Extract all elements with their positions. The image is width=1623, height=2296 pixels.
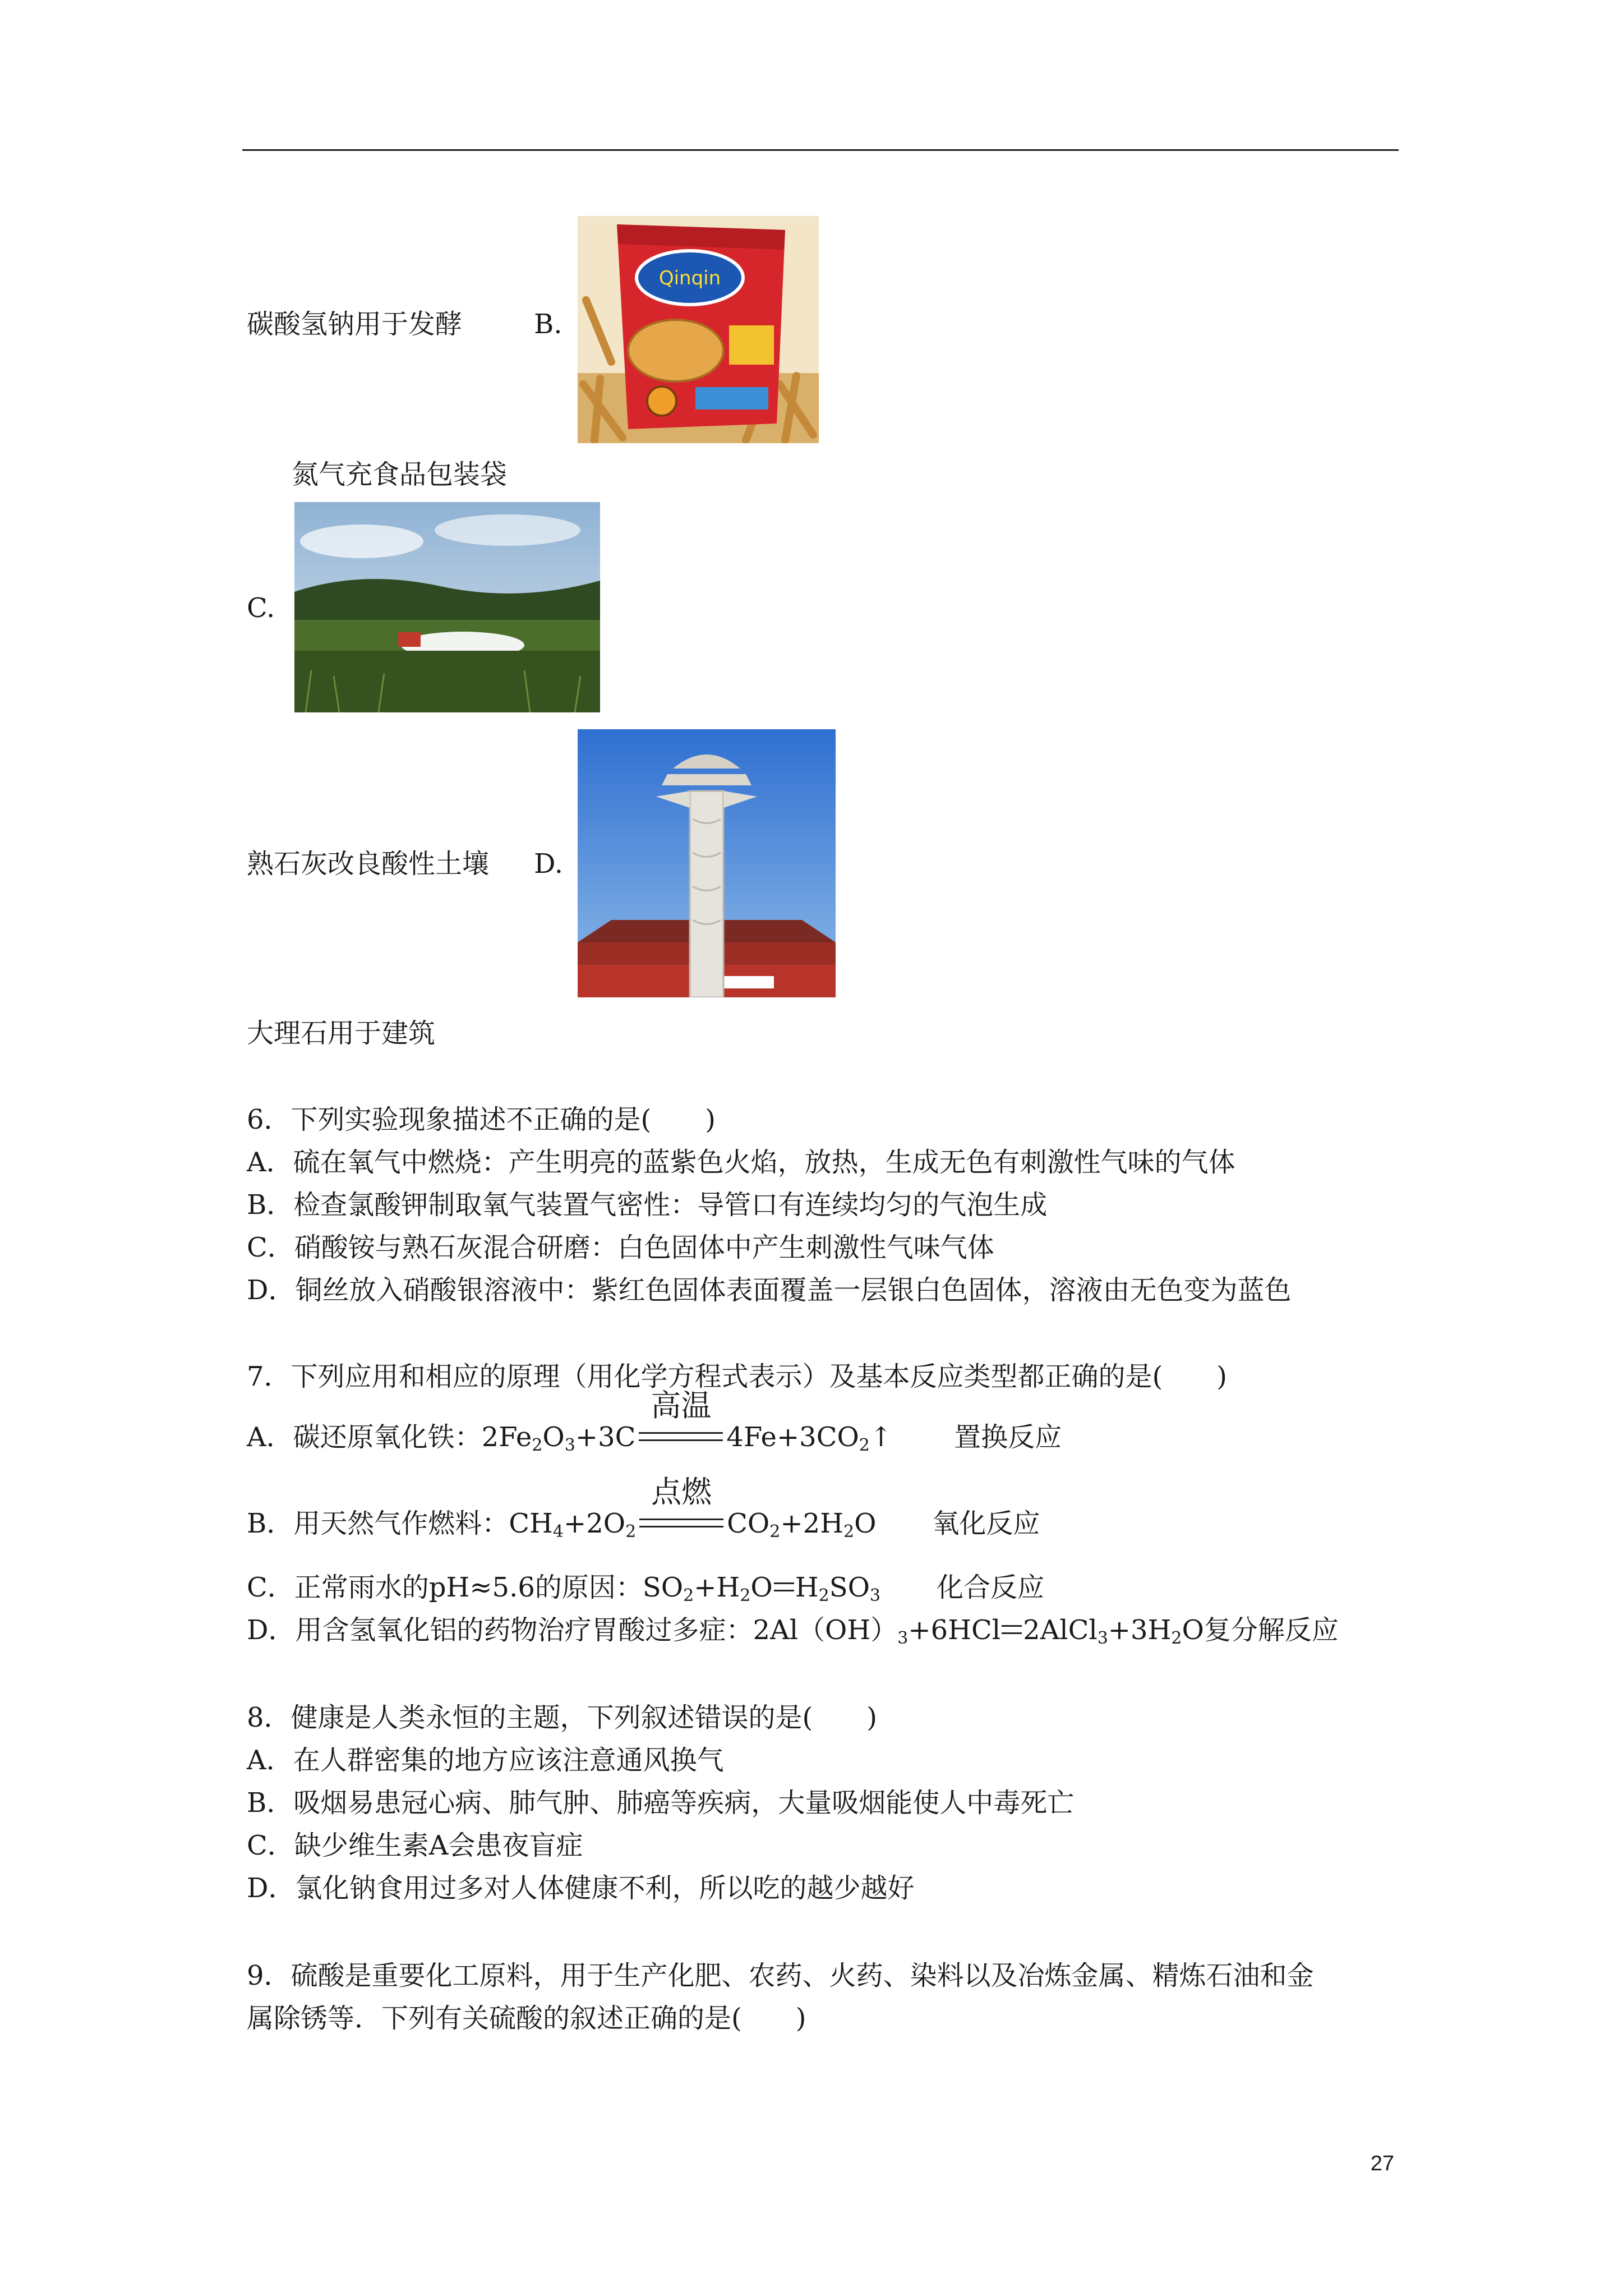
option-b-label: B. [534, 309, 562, 340]
q6-stem: 6．下列实验现象描述不正确的是( ) [247, 1104, 716, 1135]
option-c-caption: 熟石灰改良酸性土壤 [247, 848, 490, 880]
q7-option-c: C．正常雨水的pH≈5.6的原因：$SO_2+H_2O$ $H_2SO_3$ 化合反应 [247, 1572, 1045, 1605]
option-b-caption: 氮气充食品包装袋 [292, 459, 508, 490]
q7-option-a: A．碳还原氧化铁：$2Fe_2O_3+3C$ 高温 $4Fe+3CO_2↑$ 置换反应 [247, 1389, 1062, 1455]
q6-option-b: B．检查氯酸钾制取氧气装置气密性：导管口有连续均匀的气泡生成 [247, 1189, 1048, 1221]
q9-stem-line1: 9．硫酸是重要化工原料，用于生产化肥、农药、火药、染料以及冶炼金属、精炼石油和金 [247, 1960, 1314, 1991]
option-d-caption: 大理石用于建筑 [247, 1018, 436, 1049]
q7-option-b: B．用天然气作燃料：$CH_4+2O_2$ 点燃 $CO_2+2H_2O$ 氧化反应 [247, 1475, 1040, 1542]
q6-option-c: C．硝酸铵与熟石灰混合研磨：白色固体中产生刺激性气味气体 [247, 1232, 994, 1263]
page-number: 27 [1370, 2152, 1394, 2175]
q7-stem: 7．下列应用和相应的原理（用化学方程式表示）及基本反应类型都正确的是( ) [247, 1361, 1227, 1392]
q6-option-a: A．硫在氧气中燃烧：产生明亮的蓝紫色火焰，放热，生成无色有刺激性气味的气体 [247, 1147, 1235, 1178]
q8-stem: 8．健康是人类永恒的主题，下列叙述错误的是( ) [247, 1702, 877, 1733]
q8-option-d: D．氯化钠食用过多对人体健康不利，所以吃的越少越好 [247, 1872, 915, 1904]
marble-column-image [578, 729, 836, 997]
snack-bag-image [578, 216, 819, 443]
q8-option-a: A．在人群密集的地方应该注意通风换气 [247, 1745, 724, 1776]
q8-option-c: C．缺少维生素A会患夜盲症 [247, 1830, 583, 1861]
field-irrigation-image [294, 502, 600, 712]
q8-option-b: B．吸烟易患冠心病、肺气肿、肺癌等疾病，大量吸烟能使人中毒死亡 [247, 1787, 1075, 1819]
option-c-label: C. [247, 592, 275, 624]
q9-stem-line2: 属除锈等．下列有关硫酸的叙述正确的是( ) [247, 2003, 806, 2034]
q7-option-d: D．用含氢氧化铝的药物治疗胃酸过多症：$2Al(OH)_3+6HCl$ $2AlCl_3+3H_2O$复分解反应 [247, 1614, 1339, 1648]
option-d-label: D. [534, 848, 564, 880]
header-rule [242, 149, 1399, 151]
q6-option-d: D．铜丝放入硝酸银溶液中：紫红色固体表面覆盖一层银白色固体，溶液由无色变为蓝色 [247, 1274, 1292, 1306]
option-a-caption: 碳酸氢钠用于发酵 [247, 309, 463, 340]
svg-text:Qinqin: Qinqin [658, 267, 721, 289]
